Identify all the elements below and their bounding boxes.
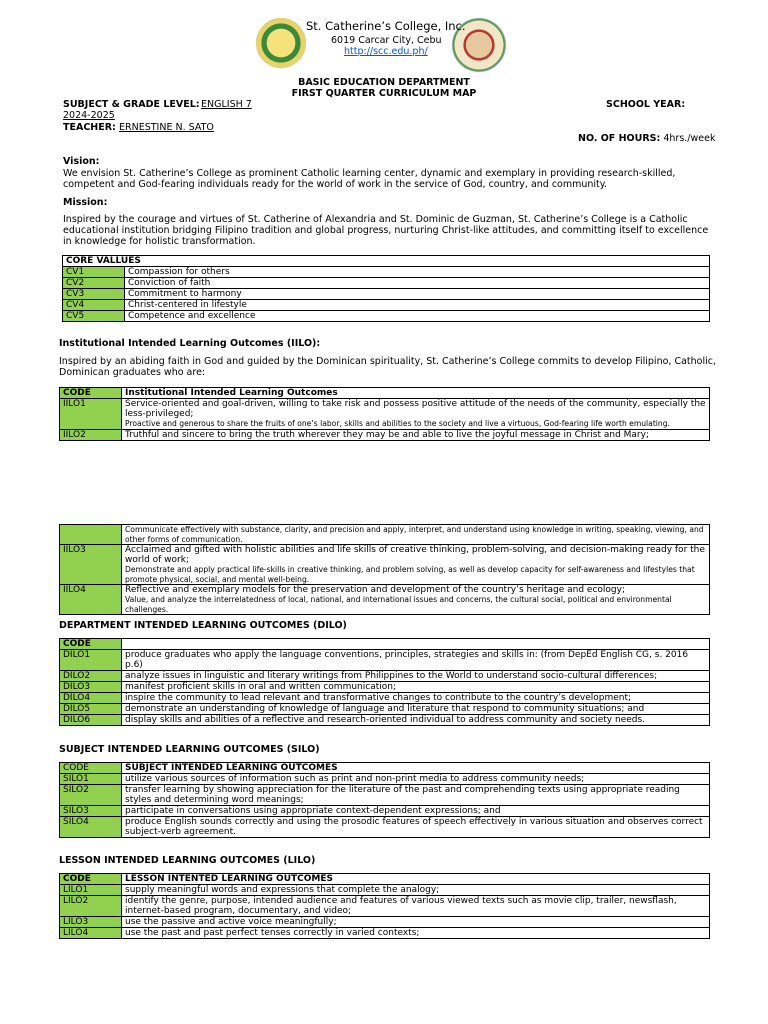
code-cell: IILO3 bbox=[60, 545, 122, 585]
table-row bbox=[63, 278, 710, 289]
mission-heading: Mission: bbox=[63, 197, 108, 208]
iilo-sub: Communicate effectively with substance, clarity, and precision and apply, interpret, and understand using knowledge in writing, speaking, viewing, and other forms of communication. bbox=[122, 525, 710, 545]
value-cell: Competence and excellence bbox=[125, 311, 710, 322]
school-year-label: SCHOOL YEAR: bbox=[606, 99, 686, 110]
table-row bbox=[60, 671, 710, 682]
code-cell: SILO2 bbox=[60, 785, 122, 806]
value-cell: Conviction of faith bbox=[125, 278, 710, 289]
iilo-main: Truthful and sincere to bring the truth wherever they may be and able to live the joyful message in Christ and Mary; bbox=[122, 429, 710, 440]
iilo-sub: Proactive and generous to share the fruits of one’s labor, skills and abilities to the society and live a virtuous, God-fearing life worth emulating. bbox=[125, 419, 670, 428]
core-values-heading: CORE VALLUES bbox=[63, 256, 710, 267]
department-title: BASIC EDUCATION DEPARTMENT bbox=[298, 77, 470, 88]
table-row bbox=[60, 525, 710, 545]
table-row bbox=[60, 682, 710, 693]
silo-title-header: SUBJECT INTENDED LEARNING OUTCOMES bbox=[122, 763, 710, 774]
code-cell: DILO5 bbox=[60, 704, 122, 715]
code-cell: LILO4 bbox=[60, 928, 122, 939]
code-cell: IILO1 bbox=[60, 399, 122, 430]
subject-value: ENGLISH 7 bbox=[201, 99, 252, 110]
code-cell: CV4 bbox=[63, 300, 125, 311]
vision-heading: Vision: bbox=[63, 156, 100, 167]
code-cell: SILO4 bbox=[60, 817, 122, 838]
outcome-cell: analyze issues in linguistic and literary writings from Philippines to the World to understand socio-cultural differences; bbox=[122, 671, 710, 682]
table-row bbox=[60, 399, 710, 430]
document-title: FIRST QUARTER CURRICULUM MAP bbox=[291, 88, 477, 99]
code-cell: IILO4 bbox=[60, 585, 122, 615]
table-row bbox=[63, 289, 710, 300]
table-row bbox=[60, 429, 710, 440]
iilo-main: Reflective and exemplary models for the preservation and development of the country’s heritage and ecology; bbox=[125, 585, 625, 595]
hours-row bbox=[578, 133, 715, 144]
iilo-cell bbox=[122, 545, 710, 585]
iilo-heading: Institutional Intended Learning Outcomes (IILO): bbox=[59, 338, 321, 349]
core-values-table bbox=[62, 255, 710, 322]
teacher-value: ERNESTINE N. SATO bbox=[119, 122, 214, 133]
table-row bbox=[60, 928, 710, 939]
iilo-table bbox=[59, 387, 710, 441]
outcome-cell: identify the genre, purpose, intended audience and features of various viewed texts such as movie clip, trailer, newsflash, internet-based program, documentary, and video; bbox=[122, 896, 710, 917]
outcome-cell: use the passive and active voice meaningfully; bbox=[122, 917, 710, 928]
outcome-cell: supply meaningful words and expressions that complete the analogy; bbox=[122, 885, 710, 896]
subject-label: SUBJECT & GRADE LEVEL: bbox=[63, 99, 200, 110]
code-cell: LILO3 bbox=[60, 917, 122, 928]
code-cell: IILO2 bbox=[60, 429, 122, 440]
iilo-main: Service-oriented and goal-driven, willing to take risk and possess positive attitude of the needs of the community, especially the less-privileged; bbox=[125, 399, 706, 419]
table-row bbox=[63, 311, 710, 322]
table-row bbox=[60, 817, 710, 838]
hours-value: 4hrs./week bbox=[663, 133, 716, 144]
outcome-cell: transfer learning by showing appreciation for the literature of the past and comprehending texts using appropriate reading styles and determining word meanings; bbox=[122, 785, 710, 806]
code-cell: LILO2 bbox=[60, 896, 122, 917]
outcome-cell: demonstrate an understanding of knowledge of language and literature that respond to community situations; and bbox=[122, 704, 710, 715]
iilo-main: Acclaimed and gifted with holistic abilities and life skills of creative thinking, problem-solving, and decision-making ready for the world of work; bbox=[125, 545, 705, 565]
value-cell: Commitment to harmony bbox=[125, 289, 710, 300]
outcome-cell: participate in conversations using appropriate context-dependent expressions; and bbox=[122, 806, 710, 817]
table-row bbox=[60, 545, 710, 585]
outcome-cell: utilize various sources of information such as print and non-print media to address community needs; bbox=[122, 774, 710, 785]
lilo-table bbox=[59, 873, 710, 939]
code-header: CODE bbox=[60, 874, 122, 885]
iilo-title-header: Institutional Intended Learning Outcomes bbox=[122, 388, 710, 399]
silo-heading: SUBJECT INTENDED LEARNING OUTCOMES (SILO) bbox=[59, 744, 320, 755]
teacher-label: TEACHER: bbox=[63, 122, 116, 133]
iilo-cell bbox=[122, 585, 710, 615]
code-cell: DILO1 bbox=[60, 650, 122, 671]
college-address: 6019 Carcar City, Cebu bbox=[331, 35, 442, 46]
code-cell bbox=[60, 525, 122, 545]
dilo-table bbox=[59, 638, 710, 726]
code-cell: DILO2 bbox=[60, 671, 122, 682]
iilo-table-continued bbox=[59, 524, 710, 615]
code-cell: CV5 bbox=[63, 311, 125, 322]
table-row bbox=[60, 774, 710, 785]
table-row bbox=[60, 785, 710, 806]
outcome-cell: use the past and past perfect tenses correctly in varied contexts; bbox=[122, 928, 710, 939]
mission-text: Inspired by the courage and virtues of St. Catherine of Alexandria and St. Dominic de Guzman, St. Catherine’s College is a Catholic educational institution bridging Filipino tradition and global progress, nurturing Christ-like attitudes, and committing itself to excellence in knowledge for holistic transformation. bbox=[63, 214, 709, 247]
dilo-title-header bbox=[122, 639, 710, 650]
table-row bbox=[60, 693, 710, 704]
outcome-cell: inspire the community to lead relevant and transformative changes to contribute to the country’s development; bbox=[122, 693, 710, 704]
code-header: CODE bbox=[60, 388, 122, 399]
table-row bbox=[60, 650, 710, 671]
code-cell: CV2 bbox=[63, 278, 125, 289]
value-cell: Compassion for others bbox=[125, 267, 710, 278]
code-cell: CV3 bbox=[63, 289, 125, 300]
code-cell: DILO6 bbox=[60, 715, 122, 726]
iilo-sub: Value, and analyze the interrelatedness of local, national, and international issues and concerns, the cultural social, political and environmental challenges. bbox=[125, 595, 672, 614]
outcome-cell: produce graduates who apply the language conventions, principles, strategies and skills in: (from DepEd English CG, s. 2016 p.6) bbox=[122, 650, 710, 671]
school-year-value: 2024-2025 bbox=[63, 110, 115, 121]
college-seal-left bbox=[256, 18, 306, 68]
table-row bbox=[60, 806, 710, 817]
table-row bbox=[60, 715, 710, 726]
code-cell: SILO1 bbox=[60, 774, 122, 785]
lilo-title-header: LESSON INTENTED LEARNING OUTCOMES bbox=[122, 874, 710, 885]
iilo-sub: Demonstrate and apply practical life-skills in creative thinking, and problem solving, as well as develop capacity for self-awareness and lifestyles that promote physical, social, and mental well-being. bbox=[125, 565, 695, 584]
code-cell: SILO3 bbox=[60, 806, 122, 817]
table-row bbox=[60, 585, 710, 615]
table-row bbox=[60, 917, 710, 928]
dilo-heading: DEPARTMENT INTENDED LEARNING OUTCOMES (DILO) bbox=[59, 620, 347, 631]
vision-text: We envision St. Catherine’s College as prominent Catholic learning center, dynamic and exemplary in providing research-skilled, competent and God-fearing individuals ready for the world of work in the service of God, country, and community. bbox=[63, 168, 676, 190]
college-name: St. Catherine’s College, Inc. bbox=[306, 19, 466, 33]
iilo-cell bbox=[122, 399, 710, 430]
value-cell: Christ-centered in lifestyle bbox=[125, 300, 710, 311]
outcome-cell: display skills and abilities of a reflective and research-oriented individual to address community and society needs. bbox=[122, 715, 710, 726]
table-row bbox=[63, 267, 710, 278]
lilo-heading: LESSON INTENDED LEARNING OUTCOMES (LILO) bbox=[59, 855, 316, 866]
table-row bbox=[60, 704, 710, 715]
iilo-intro: Inspired by an abiding faith in God and guided by the Dominican spirituality, St. Catherine’s College commits to develop Filipino, Catholic, Dominican graduates who are: bbox=[59, 356, 716, 378]
code-cell: DILO4 bbox=[60, 693, 122, 704]
code-cell: CV1 bbox=[63, 267, 125, 278]
silo-table bbox=[59, 762, 710, 838]
code-header: CODE bbox=[60, 763, 122, 774]
outcome-cell: produce English sounds correctly and using the prosodic features of speech effectively in various situation and observes correct subject-verb agreement. bbox=[122, 817, 710, 838]
code-cell: LILO1 bbox=[60, 885, 122, 896]
table-row bbox=[63, 300, 710, 311]
hours-label: NO. OF HOURS: bbox=[578, 133, 661, 144]
code-header: CODE bbox=[60, 639, 122, 650]
table-row bbox=[60, 885, 710, 896]
code-cell: DILO3 bbox=[60, 682, 122, 693]
college-website-link[interactable]: http://scc.edu.ph/ bbox=[344, 46, 428, 57]
table-row bbox=[60, 896, 710, 917]
outcome-cell: manifest proficient skills in oral and written communication; bbox=[122, 682, 710, 693]
